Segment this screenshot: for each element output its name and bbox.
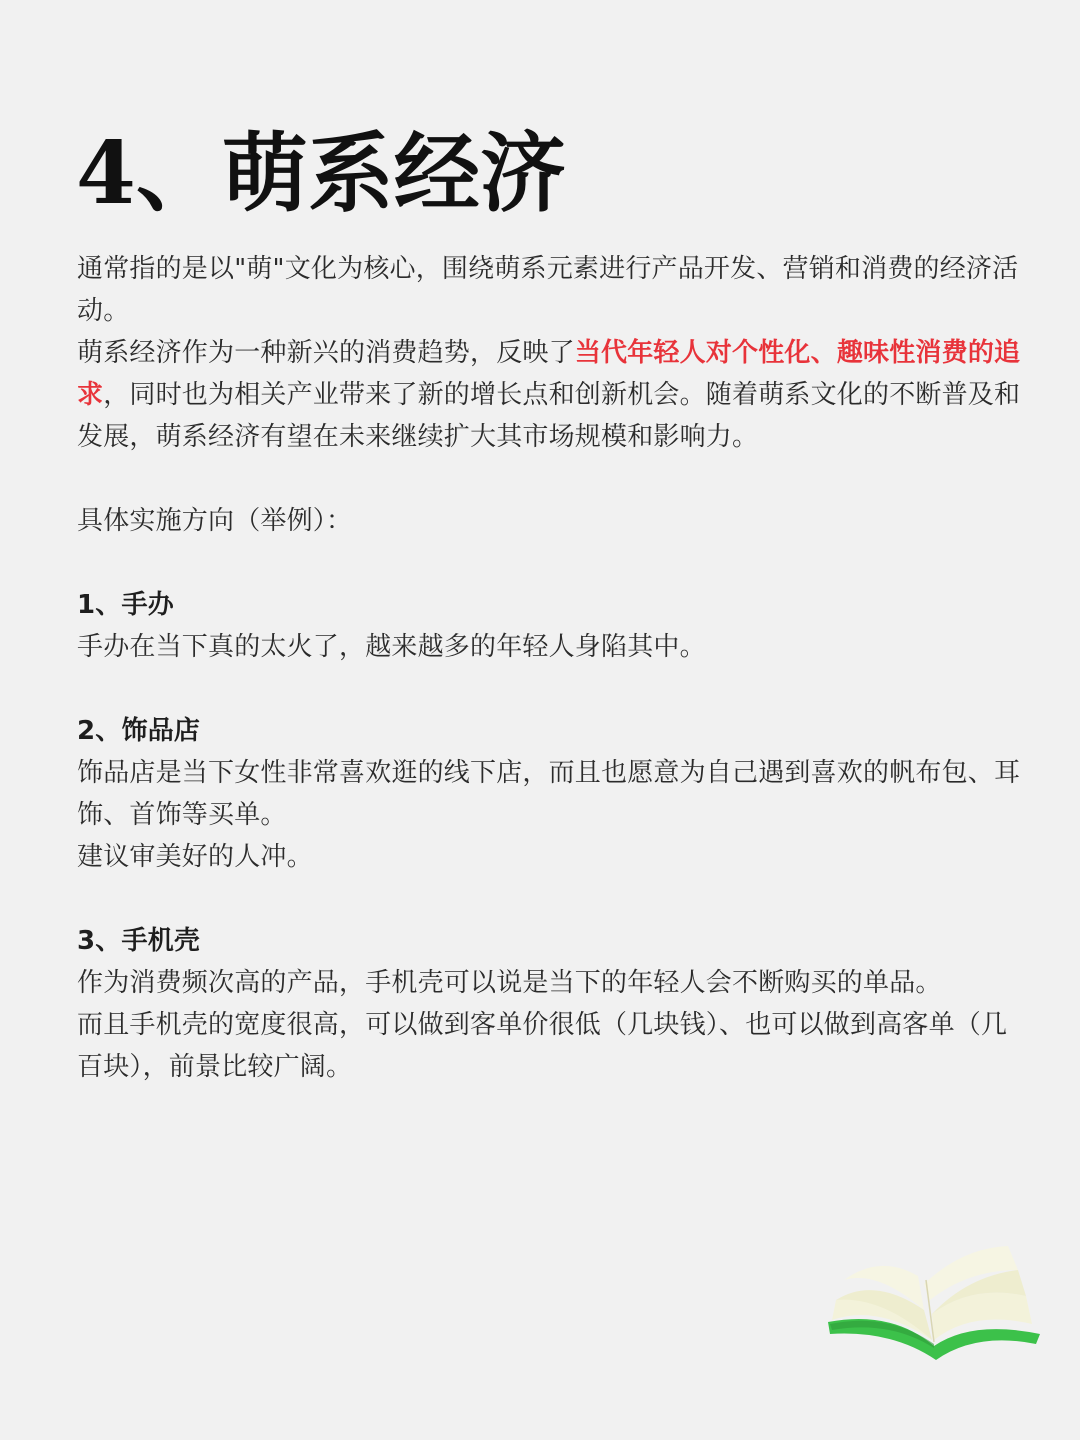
list-item: [77, 584, 1032, 668]
list-item: [77, 710, 1032, 878]
item-heading: 1、手办: [77, 590, 174, 620]
list-item: [77, 920, 1032, 1088]
item-heading: 3、手机壳: [77, 926, 201, 956]
trend-text-end: ，同时也为相关产业带来了新的增长点和创新机会。随着萌系文化的不断普及和发展，萌系经济有望在未来继续扩大其市场规模和影响力。: [77, 380, 1021, 452]
article-body: [77, 248, 1032, 1088]
item-text: 饰品店是当下女性非常喜欢逛的线下店，而且也愿意为自己遇到喜欢的帆布包、耳饰、首饰等买单。: [77, 758, 1021, 830]
directions-label: 具体实施方向（举例）：: [77, 506, 353, 536]
page-title: 4、萌系经济: [76, 123, 566, 224]
item-text: 建议审美好的人冲。: [77, 842, 313, 872]
trend-paragraph: [77, 332, 1032, 458]
trend-text-start: 萌系经济作为一种新兴的消费趋势，反映了: [77, 338, 575, 368]
intro-paragraph: 通常指的是以"萌"文化为核心，围绕萌系元素进行产品开发、营销和消费的经济活动。: [77, 254, 1019, 326]
highlight-text: 当代年轻人对个性化、趣味性消费的追求: [77, 338, 1021, 410]
item-heading: 2、饰品店: [77, 716, 201, 746]
open-book-icon: [822, 1240, 1046, 1368]
item-text: 手办在当下真的太火了，越来越多的年轻人身陷其中。: [77, 632, 706, 662]
item-text: 作为消费频次高的产品，手机壳可以说是当下的年轻人会不断购买的单品。: [77, 968, 942, 998]
item-text: 而且手机壳的宽度很高，可以做到客单价很低（几块钱）、也可以做到高客单（几百块），前景比较广阔。: [77, 1010, 1008, 1082]
